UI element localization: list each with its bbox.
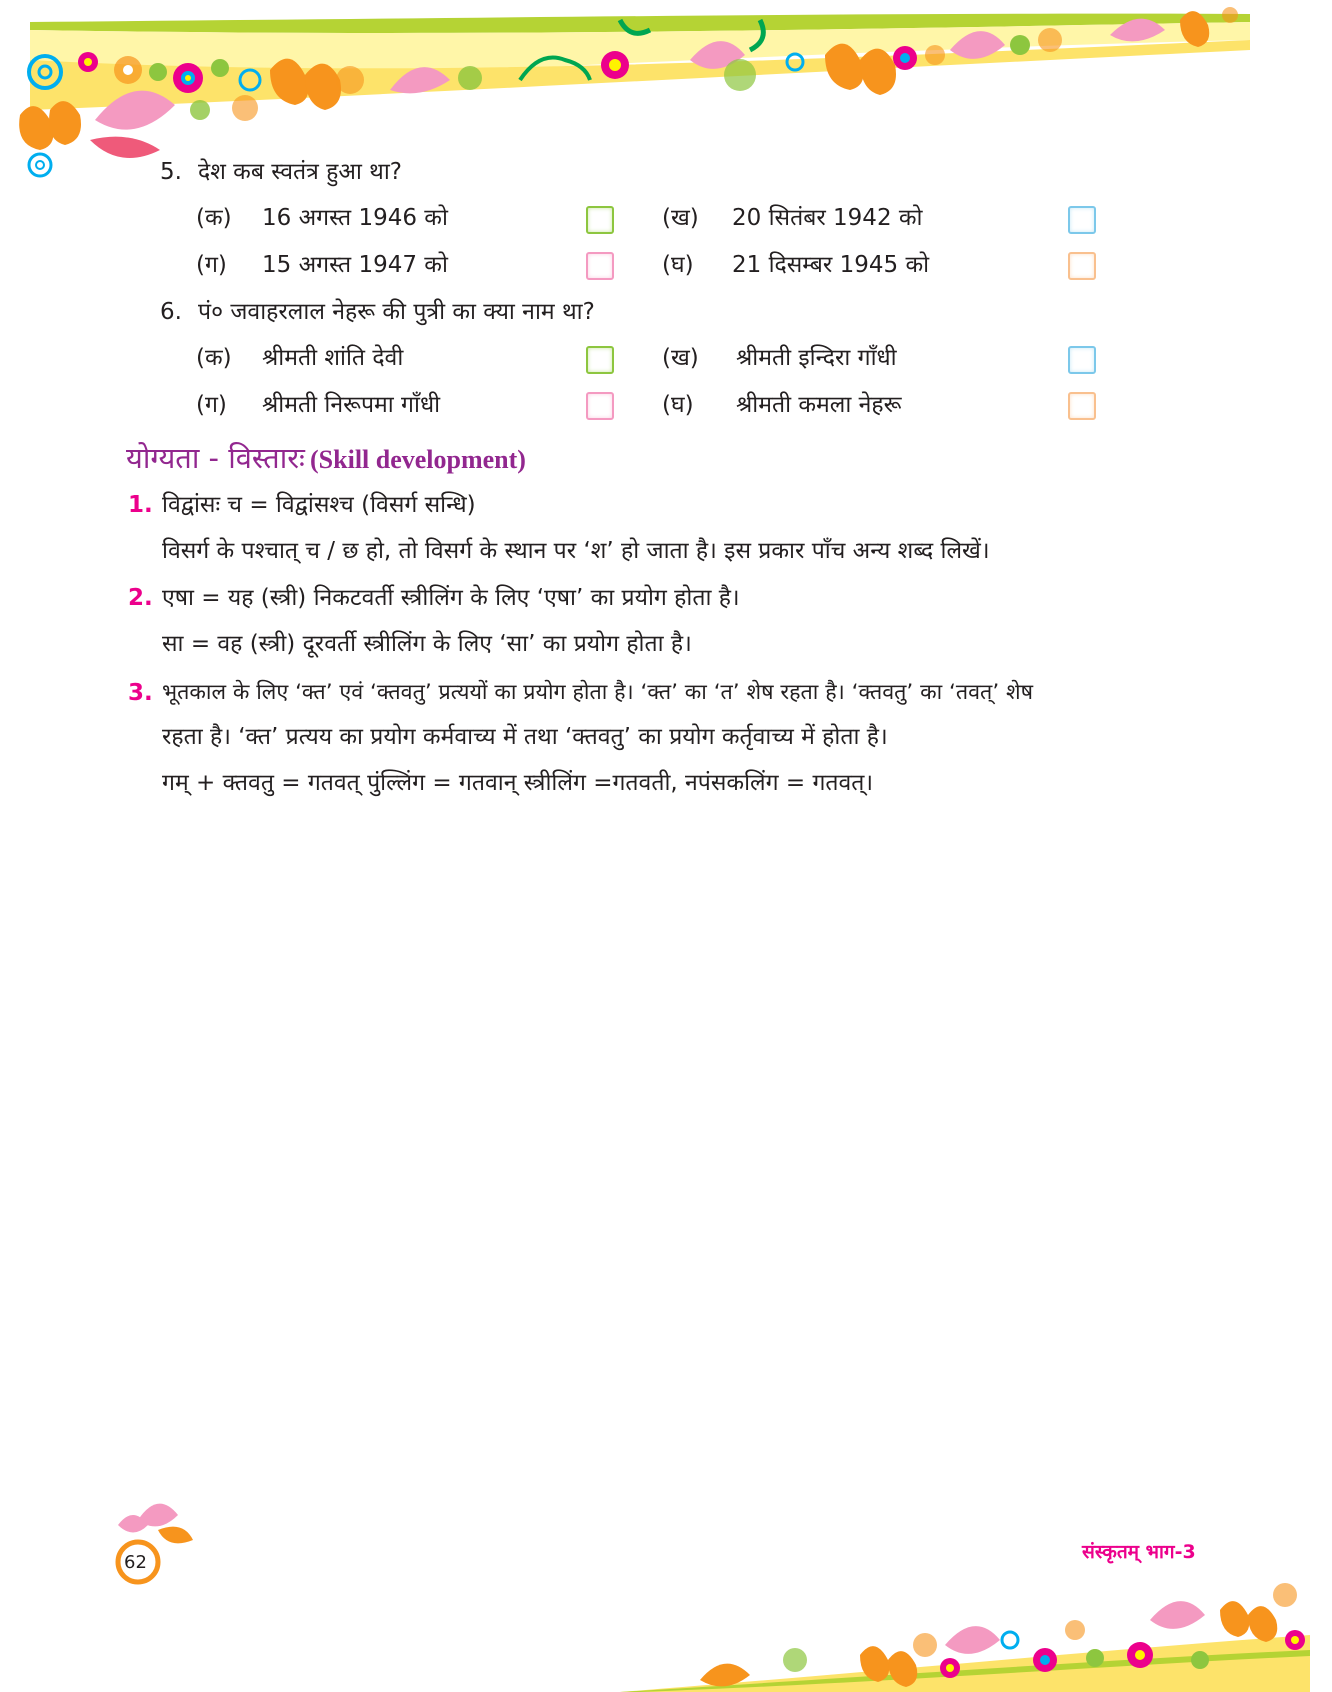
question-number: 5. <box>160 159 182 185</box>
point-number: 3. <box>128 680 153 706</box>
option-text: 15 अगस्त 1947 को <box>262 252 448 278</box>
section-heading <box>126 438 526 477</box>
option-checkbox[interactable] <box>586 392 614 420</box>
section-title-hindi: योग्यता - विस्तारः <box>126 441 305 475</box>
point-line: एषा = यह (स्त्री) निकटवर्ती स्त्रीलिंग के लिए ‘एषा’ का प्रयोग होता है। <box>162 585 740 611</box>
option-label: (ख) <box>662 205 699 231</box>
option-checkbox[interactable] <box>586 206 614 234</box>
point-line: रहता है। ‘क्त’ प्रत्यय का प्रयोग कर्मवाच्य में तथा ‘क्तवतु’ का प्रयोग कर्तृवाच्य में होता है। <box>162 724 888 750</box>
option-label: (ग) <box>196 392 227 418</box>
point-line: गम् + क्तवतु = गतवत् पुंल्लिंग = गतवान् स्त्रीलिंग =गतवती, नपंसकलिंग = गतवत्। <box>162 770 874 796</box>
point-number: 1. <box>128 492 153 518</box>
option-text: 20 सितंबर 1942 को <box>732 205 923 231</box>
page-number: 62 <box>124 1552 147 1573</box>
option-label: (क) <box>196 205 232 231</box>
option-label: (ग) <box>196 252 227 278</box>
option-label: (क) <box>196 345 232 371</box>
option-text: 21 दिसम्बर 1945 को <box>732 252 930 278</box>
point-line: भूतकाल के लिए ‘क्त’ एवं ‘क्तवतु’ प्रत्ययों का प्रयोग होता है। ‘क्त’ का ‘त’ शेष रहता है। ‘क्तवतु’ का ‘तवत्’ शेष <box>162 680 1034 705</box>
question-number: 6. <box>160 299 182 325</box>
option-label: (घ) <box>662 392 694 418</box>
option-label: (ख) <box>662 345 699 371</box>
point-number: 2. <box>128 585 153 611</box>
option-checkbox[interactable] <box>1068 392 1096 420</box>
option-checkbox[interactable] <box>586 252 614 280</box>
option-checkbox[interactable] <box>1068 252 1096 280</box>
option-text: श्रीमती शांति देवी <box>262 345 404 371</box>
option-label: (घ) <box>662 252 694 278</box>
point-line: सा = वह (स्त्री) दूरवर्ती स्त्रीलिंग के लिए ‘सा’ का प्रयोग होता है। <box>162 631 692 657</box>
option-text: श्रीमती कमला नेहरू <box>736 392 902 418</box>
point-line: विद्वांसः च = विद्वांसश्च (विसर्ग सन्धि) <box>162 492 476 518</box>
option-checkbox[interactable] <box>1068 346 1096 374</box>
option-checkbox[interactable] <box>1068 206 1096 234</box>
bottom-decorative-border <box>0 1560 1332 1692</box>
option-text: 16 अगस्त 1946 को <box>262 205 448 231</box>
option-text: श्रीमती निरूपमा गाँधी <box>262 392 441 418</box>
question-text: पं० जवाहरलाल नेहरू की पुत्री का क्या नाम था? <box>198 299 595 325</box>
book-title: संस्कृतम् भाग-3 <box>1082 1541 1196 1563</box>
question-text: देश कब स्वतंत्र हुआ था? <box>198 159 403 185</box>
point-line: विसर्ग के पश्चात् च / छ हो, तो विसर्ग के स्थान पर ‘श’ हो जाता है। इस प्रकार पाँच अन्य शब्द लिखें। <box>162 538 990 564</box>
option-checkbox[interactable] <box>586 346 614 374</box>
option-text: श्रीमती इन्दिरा गाँधी <box>736 345 897 371</box>
section-title-english: (Skill development) <box>310 445 526 474</box>
